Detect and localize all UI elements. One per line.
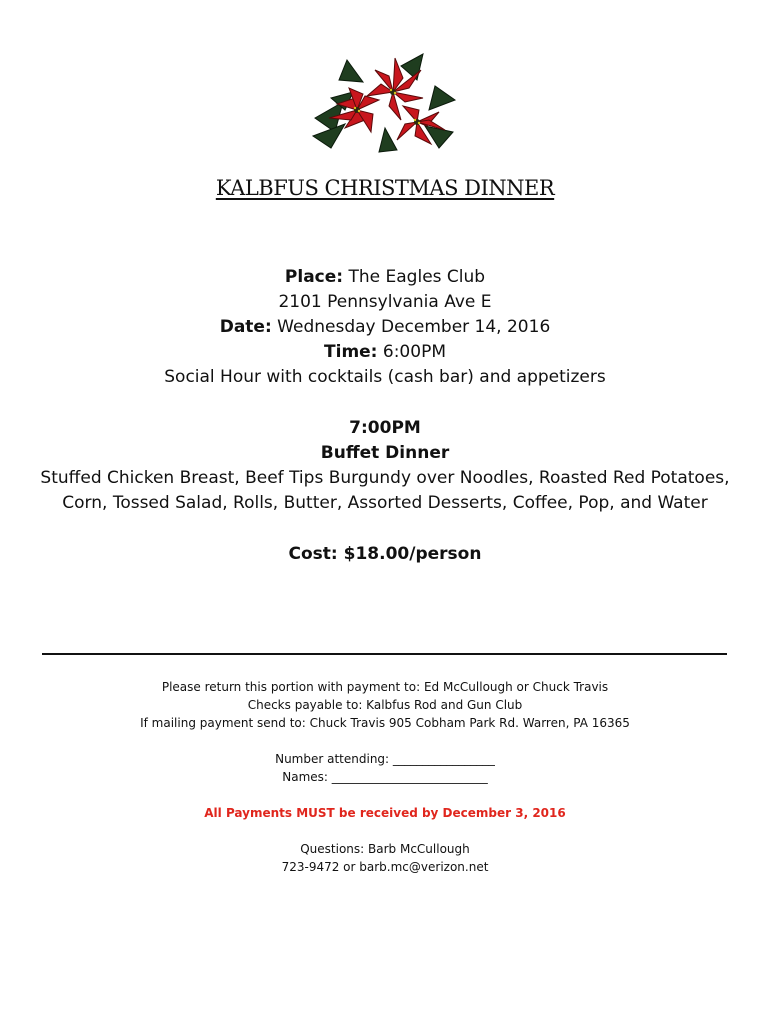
date-value: Wednesday December 14, 2016	[271, 317, 551, 337]
names-field: Names: __________________________	[282, 770, 488, 784]
time-line	[0, 340, 770, 365]
number-attending-field: Number attending: _________________	[275, 752, 495, 766]
time-label: Time:	[324, 342, 378, 362]
contact-line: 723-9472 or barb.mc@verizon.net	[281, 860, 489, 874]
place-value: The Eagles Club	[343, 267, 486, 287]
menu-line-1: Stuffed Chicken Breast, Beef Tips Burgundy over Noodles, Roasted Red Potatoes,	[40, 468, 730, 488]
return-line-1: Please return this portion with payment to: Ed McCullough or Chuck Travis	[161, 680, 609, 694]
date-line	[0, 315, 770, 340]
time-value: 6:00PM	[377, 342, 446, 362]
date-label: Date:	[219, 317, 272, 337]
address-line: 2101 Pennsylvania Ave E	[278, 292, 492, 312]
event-details	[0, 265, 770, 390]
dinner-details	[0, 416, 770, 516]
dinner-time-text: 7:00PM	[349, 418, 421, 438]
page-title: KALBFUS CHRISTMAS DINNER	[215, 176, 555, 200]
place-label: Place:	[284, 267, 344, 287]
payment-deadline: All Payments MUST be received by December 3, 2016	[204, 806, 566, 820]
questions-block	[0, 840, 770, 876]
menu-line-2: Corn, Tossed Salad, Rolls, Butter, Assorted Desserts, Coffee, Pop, and Water	[62, 493, 708, 513]
cut-line-divider	[42, 653, 727, 655]
dinner-heading	[0, 441, 770, 466]
rsvp-fields	[0, 750, 770, 786]
return-line-3: If mailing payment send to: Chuck Travis 905 Cobham Park Rd. Warren, PA 16365	[140, 716, 630, 730]
poinsettia-icon	[305, 40, 465, 160]
cost-text: Cost: $18.00/person	[288, 544, 482, 564]
dinner-time	[0, 416, 770, 441]
cost-line	[0, 542, 770, 567]
social-hour-line: Social Hour with cocktails (cash bar) and appetizers	[164, 367, 606, 387]
questions-line: Questions: Barb McCullough	[300, 842, 470, 856]
return-instructions	[0, 678, 770, 732]
return-line-2: Checks payable to: Kalbfus Rod and Gun Club	[247, 698, 523, 712]
dinner-heading-text: Buffet Dinner	[320, 443, 450, 463]
place-line	[0, 265, 770, 290]
